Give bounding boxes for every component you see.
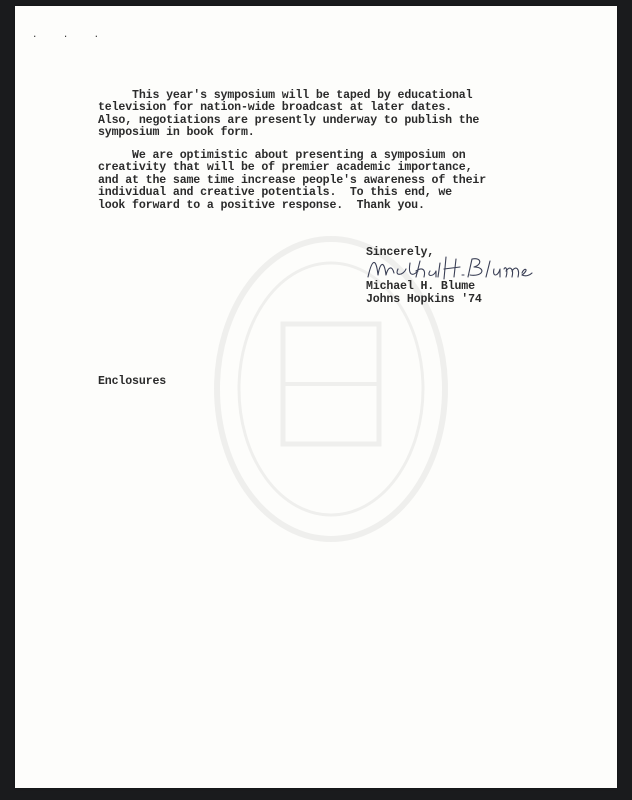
signer-affiliation: Johns Hopkins '74 xyxy=(366,293,482,306)
paragraph-optimistic: We are optimistic about presenting a symposium on creativity that will be of premier academic importance, and at the same time increase people's awareness of their individual and creative potentials. To this end, we look forward to a positive response. Thank you. xyxy=(98,149,487,212)
handwritten-signature xyxy=(364,253,534,283)
corner-marks: . . . xyxy=(32,30,110,40)
closing-salutation: Sincerely, xyxy=(366,246,435,259)
signer-name: Michael H. Blume xyxy=(366,280,475,293)
paragraph-broadcast: This year's symposium will be taped by educational television for nation-wide broadcast at later dates. Also, negotiations are presently underway to publish the symposium in book form. xyxy=(98,89,480,140)
enclosures-note: Enclosures xyxy=(98,375,167,388)
